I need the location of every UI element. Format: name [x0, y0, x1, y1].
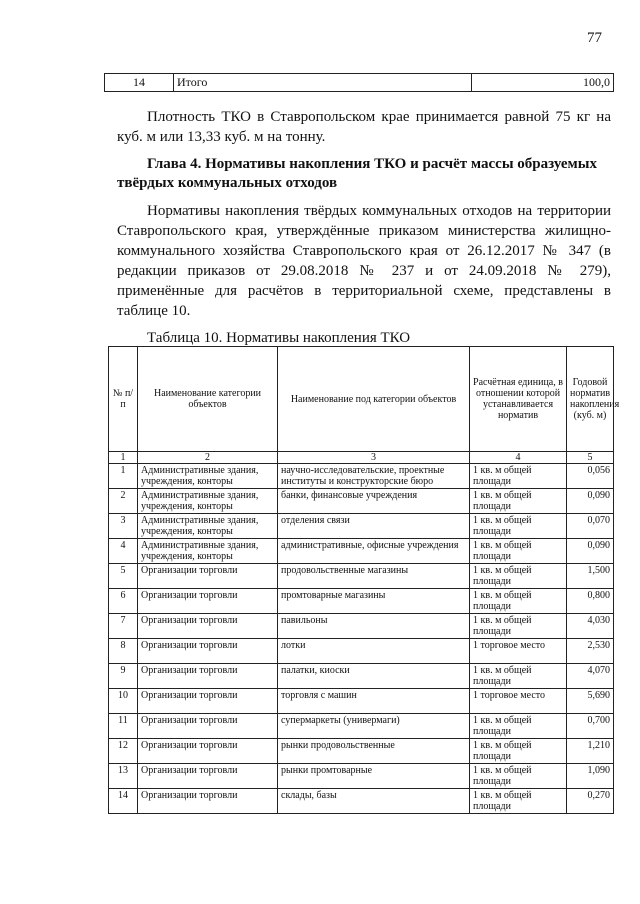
- cell-subcategory: склады, базы: [278, 789, 470, 814]
- table-row: [109, 689, 614, 714]
- cell-norm: 0,270: [567, 789, 614, 814]
- column-index: 3: [278, 452, 470, 464]
- column-index: 2: [138, 452, 278, 464]
- cell-number: 6: [109, 589, 138, 614]
- table-body: [109, 464, 614, 814]
- cell-norm: 4,070: [567, 664, 614, 689]
- cell-subcategory: рынки продовольственные: [278, 739, 470, 764]
- cell-subcategory: супермаркеты (универмаги): [278, 714, 470, 739]
- cell-norm: 0,800: [567, 589, 614, 614]
- cell-norm: 1,500: [567, 564, 614, 589]
- cell-number: 11: [109, 714, 138, 739]
- cell-norm: 0,090: [567, 489, 614, 514]
- cell-category: Организации торговли: [138, 739, 278, 764]
- cell-unit: 1 кв. м общей площади: [470, 614, 567, 639]
- cell-number: 4: [109, 539, 138, 564]
- cell-category: Организации торговли: [138, 789, 278, 814]
- header-category: Наименование категории объектов: [138, 347, 278, 452]
- table-header-row: [109, 347, 614, 452]
- cell-category: Организации торговли: [138, 564, 278, 589]
- cell-unit: 1 кв. м общей площади: [470, 589, 567, 614]
- table-row: [109, 789, 614, 814]
- cell-unit: 1 кв. м общей площади: [470, 564, 567, 589]
- cell-norm: 1,090: [567, 764, 614, 789]
- cell-number: 14: [109, 789, 138, 814]
- table-row: [109, 514, 614, 539]
- cell-unit: 1 кв. м общей площади: [470, 514, 567, 539]
- cell-norm: 2,530: [567, 639, 614, 664]
- cell-category: Организации торговли: [138, 714, 278, 739]
- table-caption: Таблица 10. Нормативы накопления ТКО: [147, 330, 411, 346]
- table-row: [109, 564, 614, 589]
- cell-unit: 1 кв. м общей площади: [470, 664, 567, 689]
- chapter-heading: Глава 4. Нормативы накопления ТКО и расчёт массы образуемых твёрдых коммунальных отходов: [117, 156, 597, 191]
- table-row: [109, 764, 614, 789]
- cell-unit: 1 кв. м общей площади: [470, 789, 567, 814]
- cell-category: Организации торговли: [138, 764, 278, 789]
- cell-number: 12: [109, 739, 138, 764]
- column-index: 5: [567, 452, 614, 464]
- cell-number: 7: [109, 614, 138, 639]
- table-column-index-row: [109, 452, 614, 464]
- cell-subcategory: палатки, киоски: [278, 664, 470, 689]
- cell-norm: 0,090: [567, 539, 614, 564]
- cell-unit: 1 кв. м общей площади: [470, 464, 567, 489]
- cell-norm: 1,210: [567, 739, 614, 764]
- cell-subcategory: промтоварные магазины: [278, 589, 470, 614]
- cell-unit: 1 кв. м общей площади: [470, 539, 567, 564]
- cell-norm: 0,700: [567, 714, 614, 739]
- cell-number: 10: [109, 689, 138, 714]
- table-row: [109, 464, 614, 489]
- cell-norm: 0,070: [567, 514, 614, 539]
- header-subcategory: Наименование под категории объектов: [278, 347, 470, 452]
- cell-number: 1: [109, 464, 138, 489]
- table-row: [109, 489, 614, 514]
- norms-paragraph: Нормативы накопления твёрдых коммунальных отходов на территории Ставропольского края, утверждённые приказом министерства жилищно-коммунального хозяйства Ставропольского края от 26.12.2017 № 347 (в редакции приказов от 29.08.2018 № 237 и от 24.09.2018 № 279), применённые для расчётов в территориальной схеме, представлены в таблице 10.: [117, 203, 611, 319]
- header-unit: Расчётная единица, в отношении которой устанавливается норматив: [470, 347, 567, 452]
- cell-subcategory: рынки промтоварные: [278, 764, 470, 789]
- cell-norm: 0,056: [567, 464, 614, 489]
- cell-number: 8: [109, 639, 138, 664]
- cell-subcategory: административные, офисные учреждения: [278, 539, 470, 564]
- table-row: [109, 739, 614, 764]
- cell-norm: 5,690: [567, 689, 614, 714]
- density-paragraph: Плотность ТКО в Ставропольском крае принимается равной 75 кг на куб. м или 13,33 куб. м на тонну.: [117, 109, 611, 145]
- table-row: [109, 714, 614, 739]
- cell-subcategory: продовольственные магазины: [278, 564, 470, 589]
- table-row: [109, 639, 614, 664]
- cell-category: Административные здания, учреждения, конторы: [138, 539, 278, 564]
- cell-category: Организации торговли: [138, 639, 278, 664]
- cell-category: Организации торговли: [138, 589, 278, 614]
- cell-unit: 1 кв. м общей площади: [470, 739, 567, 764]
- column-index: 4: [470, 452, 567, 464]
- table-row: [109, 614, 614, 639]
- cell-subcategory: банки, финансовые учреждения: [278, 489, 470, 514]
- total-row: [105, 74, 614, 92]
- cell-norm: 4,030: [567, 614, 614, 639]
- column-index: 1: [109, 452, 138, 464]
- cell-category: Организации торговли: [138, 614, 278, 639]
- total-row-number: 14: [105, 74, 174, 92]
- cell-unit: 1 торговое место: [470, 639, 567, 664]
- cell-subcategory: отделения связи: [278, 514, 470, 539]
- cell-unit: 1 кв. м общей площади: [470, 764, 567, 789]
- cell-unit: 1 кв. м общей площади: [470, 489, 567, 514]
- table-row: [109, 664, 614, 689]
- cell-number: 3: [109, 514, 138, 539]
- header-number: № п/п: [109, 347, 138, 452]
- table-row: [109, 539, 614, 564]
- page-number: 77: [587, 30, 602, 46]
- norms-table: [108, 346, 620, 814]
- cell-category: Организации торговли: [138, 664, 278, 689]
- continued-table-total-row: [104, 73, 614, 92]
- cell-number: 2: [109, 489, 138, 514]
- cell-category: Административные здания, учреждения, конторы: [138, 464, 278, 489]
- cell-subcategory: лотки: [278, 639, 470, 664]
- table-row: [109, 589, 614, 614]
- cell-category: Административные здания, учреждения, конторы: [138, 489, 278, 514]
- cell-number: 9: [109, 664, 138, 689]
- header-norm: Годовой норматив накопления (куб. м): [567, 347, 614, 452]
- cell-subcategory: научно-исследовательские, проектные институты и конструкторские бюро: [278, 464, 470, 489]
- total-row-value: 100,0: [472, 74, 614, 92]
- cell-unit: 1 торговое место: [470, 689, 567, 714]
- cell-category: Административные здания, учреждения, конторы: [138, 514, 278, 539]
- cell-number: 5: [109, 564, 138, 589]
- total-row-label: Итого: [174, 74, 472, 92]
- cell-number: 13: [109, 764, 138, 789]
- cell-unit: 1 кв. м общей площади: [470, 714, 567, 739]
- cell-category: Организации торговли: [138, 689, 278, 714]
- cell-subcategory: торговля с машин: [278, 689, 470, 714]
- cell-subcategory: павильоны: [278, 614, 470, 639]
